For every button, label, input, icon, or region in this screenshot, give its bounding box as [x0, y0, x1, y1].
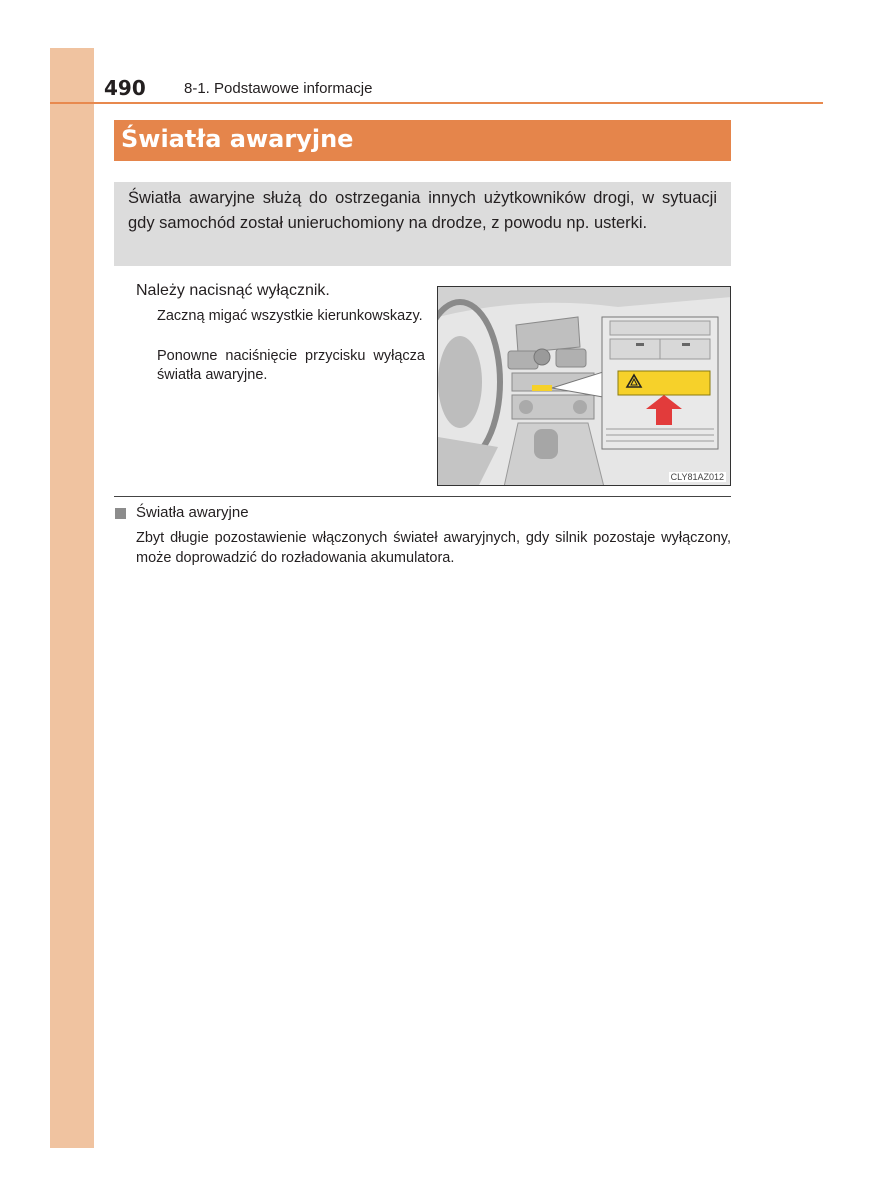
chapter-side-tab	[50, 48, 94, 1148]
note-heading: Światła awaryjne	[136, 504, 249, 521]
page-title: Światła awaryjne	[121, 125, 354, 153]
intro-box	[114, 182, 731, 266]
instruction-text: Należy nacisnąć wyłącznik.	[136, 282, 330, 299]
note-bullet-square	[115, 508, 126, 519]
step-2-text: Ponowne naciśnięcie przycisku wyłącza światła awaryjne.	[157, 348, 425, 383]
intro-text: Światła awaryjne służą do ostrzegania innych użytkowników drogi, w sytuacji gdy samochód został unieruchomiony na drodze, z powodu np. usterki.	[128, 189, 717, 232]
note-body: Zbyt długie pozostawienie włączonych świateł awaryjnych, gdy silnik pozostaje wyłączony, może doprowadzić do rozładowania akumulatora.	[136, 530, 731, 566]
step-1-text: Zaczną migać wszystkie kierunkowskazy.	[157, 308, 423, 324]
note-divider	[114, 496, 731, 497]
figure-code: CLY81AZ012	[670, 472, 724, 482]
dashboard-drawing	[438, 287, 731, 486]
header-divider	[50, 102, 823, 104]
title-bar	[114, 120, 731, 161]
section-label: 8-1. Podstawowe informacje	[184, 80, 373, 97]
dashboard-illustration	[437, 286, 731, 486]
page-number: 490	[104, 76, 146, 100]
